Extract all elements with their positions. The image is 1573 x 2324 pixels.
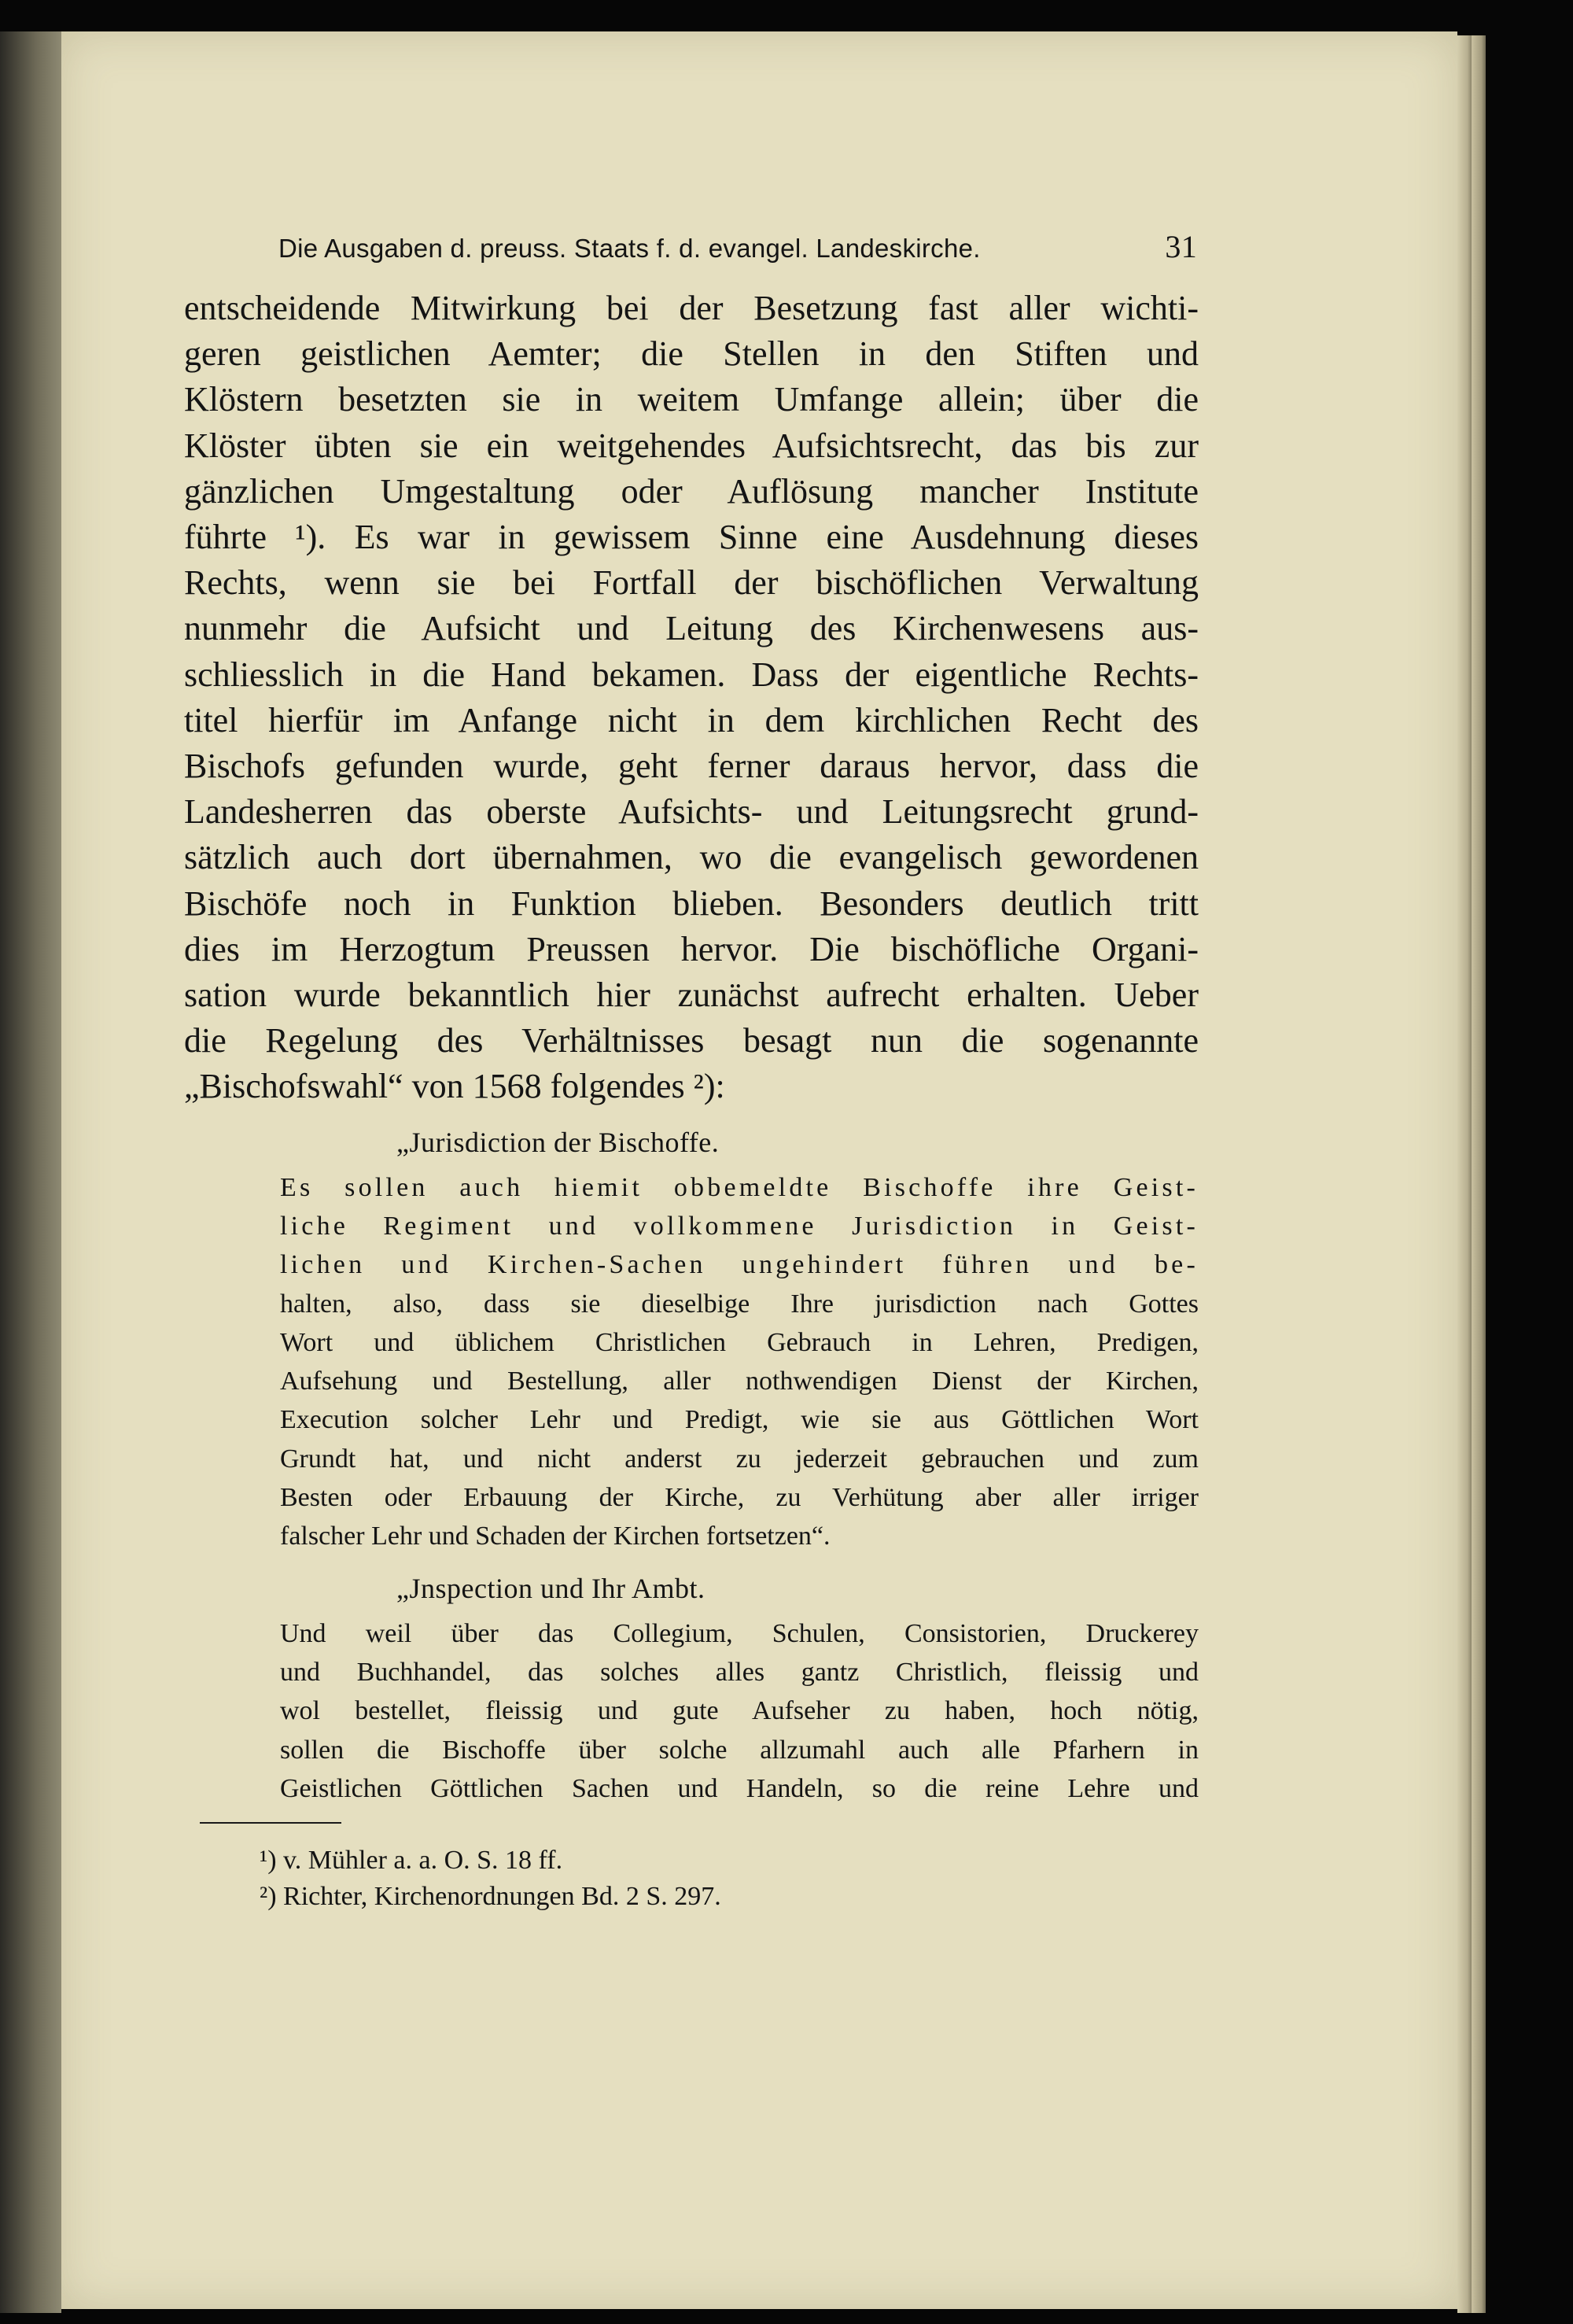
quote-line: Und weil über das Collegium, Schulen, Consistorien, Druckerey bbox=[280, 1618, 1199, 1648]
page-number: 31 bbox=[1165, 229, 1197, 264]
body-line: schliesslich in die Hand bekamen. Dass der eigentliche Rechts- bbox=[184, 655, 1199, 694]
quote-line: halten, also, dass sie dieselbige Ihre jurisdiction nach Gottes bbox=[280, 1289, 1199, 1319]
footnote-rule bbox=[200, 1822, 341, 1824]
quote-heading: „Jurisdiction der Bischoffe. bbox=[396, 1126, 720, 1158]
body-line: sation wurde bekanntlich hier zunächst aufrecht erhalten. Ueber bbox=[184, 976, 1199, 1015]
body-line: Klöstern besetzten sie in weitem Umfange allein; über die bbox=[184, 380, 1199, 419]
running-head-title: Die Ausgaben d. preuss. Staats f. d. evangel. Landeskirche. bbox=[278, 234, 981, 263]
footnote: ²) Richter, Kirchenordnungen Bd. 2 S. 297. bbox=[260, 1882, 721, 1912]
body-line: Klöster übten sie ein weitgehendes Aufsichtsrecht, das bis zur bbox=[184, 426, 1199, 465]
body-line: titel hierfür im Anfange nicht in dem kirchlichen Recht des bbox=[184, 700, 1199, 740]
body-line: gänzlichen Umgestaltung oder Auflösung mancher Institute bbox=[184, 471, 1199, 511]
quote-line: lichen und Kirchen-Sachen ungehindert führen und be- bbox=[280, 1250, 1199, 1280]
body-line: geren geistlichen Aemter; die Stellen in den Stiften und bbox=[184, 334, 1199, 374]
body-line: „Bischofswahl“ von 1568 folgendes ²): bbox=[184, 1067, 725, 1106]
page-edge bbox=[1472, 35, 1486, 2313]
quote-line: wol bestellet, fleissig und gute Aufseher zu haben, hoch nötig, bbox=[280, 1696, 1199, 1726]
page-content bbox=[184, 228, 1199, 1915]
quote-line: Es sollen auch hiemit obbemeldte Bischoffe ihre Geist- bbox=[280, 1172, 1199, 1202]
body-line: Bischofs gefunden wurde, geht ferner daraus hervor, dass die bbox=[184, 747, 1199, 786]
footnotes bbox=[184, 1843, 1199, 1915]
book-gutter bbox=[0, 31, 61, 2313]
body-line: Rechts, wenn sie bei Fortfall der bischöflichen Verwaltung bbox=[184, 563, 1199, 603]
body-text bbox=[184, 286, 1199, 1110]
body-line: sätzlich auch dort übernahmen, wo die evangelisch gewordenen bbox=[184, 838, 1199, 877]
quote-line: Grundt hat, und nicht anderst zu jederzeit gebrauchen und zum bbox=[280, 1444, 1199, 1474]
quote-heading: „Jnspection und Ihr Ambt. bbox=[396, 1572, 705, 1604]
body-line: entscheidende Mitwirkung bei der Besetzung fast aller wichti- bbox=[184, 289, 1199, 327]
quote-line: Execution solcher Lehr und Predigt, wie sie aus Göttlichen Wort bbox=[280, 1405, 1199, 1435]
quote-line: falscher Lehr und Schaden der Kirchen fortsetzen“. bbox=[280, 1522, 831, 1551]
quote-line: sollen die Bischoffe über solche allzumahl auch alle Pfarhern in bbox=[280, 1735, 1199, 1765]
quote-line: Wort und üblichem Christlichen Gebrauch in Lehren, Predigen, bbox=[280, 1327, 1199, 1357]
quote-line: Besten oder Erbauung der Kirche, zu Verhütung aber aller irriger bbox=[280, 1483, 1199, 1513]
footnote: ¹) v. Mühler a. a. O. S. 18 ff. bbox=[260, 1846, 563, 1876]
body-line: die Regelung des Verhältnisses besagt nun die sogenannte bbox=[184, 1021, 1199, 1061]
quote-line: Aufsehung und Bestellung, aller nothwendigen Dienst der Kirchen, bbox=[280, 1367, 1199, 1396]
quote-block bbox=[184, 1614, 1199, 1808]
quote-line: und Buchhandel, das solches alles gantz Christlich, fleissig und bbox=[280, 1657, 1199, 1687]
body-line: dies im Herzogtum Preussen hervor. Die bischöfliche Organi- bbox=[184, 929, 1199, 968]
running-head bbox=[184, 228, 1199, 265]
body-line: Landesherren das oberste Aufsichts- und Leitungsrecht grund- bbox=[184, 792, 1199, 832]
body-line: nunmehr die Aufsicht und Leitung des Kirchenwesens aus- bbox=[184, 609, 1199, 648]
body-line: führte ¹). Es war in gewissem Sinne eine Ausdehnung dieses bbox=[184, 518, 1199, 557]
quote-line: Geistlichen Göttlichen Sachen und Handeln, so die reine Lehre und bbox=[280, 1773, 1199, 1803]
body-line: Bischöfe noch in Funktion blieben. Besonders deutlich tritt bbox=[184, 883, 1199, 923]
quote-line: liche Regiment und vollkommene Jurisdiction in Geist- bbox=[280, 1211, 1199, 1241]
page-edge bbox=[1457, 35, 1472, 2313]
quote-block bbox=[184, 1168, 1199, 1556]
